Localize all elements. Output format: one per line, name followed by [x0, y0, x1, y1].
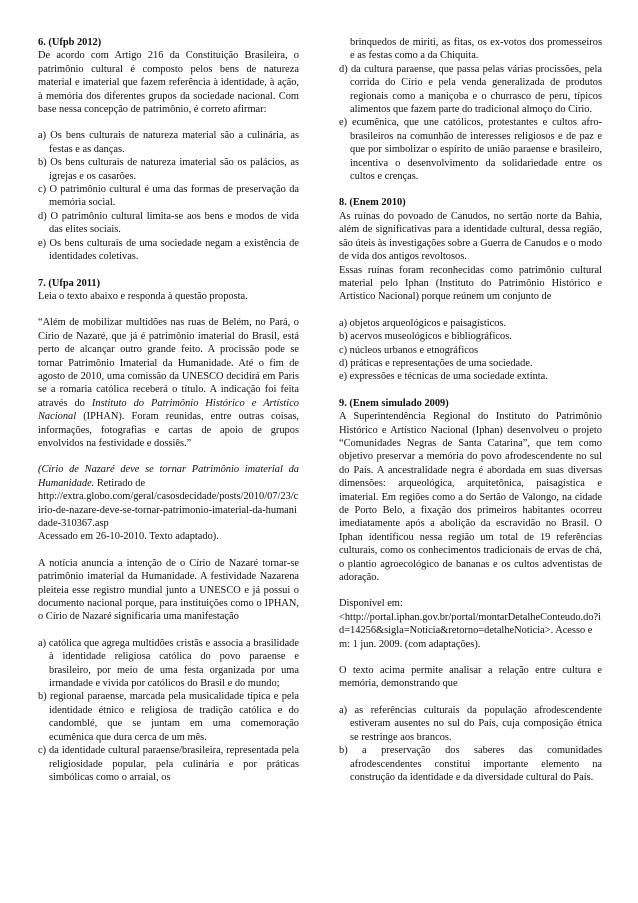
right-column: [339, 36, 602, 784]
spacer: [38, 624, 299, 637]
question-9-available-url: <http://portal.iphan.gov.br/portal/montarDetalheConteudo.do?id=14256&sigla=Noticia&retorno=detalheNoticia>. Acesso em: 1 jun. 2009. (com adaptações).: [339, 611, 602, 650]
question-9-intro: A Superintendência Regional do Instituto do Patrimônio Histórico e Artístico Nacional (Iphan) desenvolveu o projeto “Comunidades Negras de Santa Catarina”, que tem como objetivo preservar a memória do povo afrodescendente no sul do País. A ancestralidade negra é abordada em suas diversas dimensões: arqueológica, arquitetônica, paisagística e imaterial. Em regiões como a do Sertão de Valongo, na cidade de Porto Belo, a fixação dos primeiros habitantes ocorreu imediatamente após a abolição da escravidão no Brasil. O Iphan identificou nessa região um total de 19 referências culturais, como os conhecimentos tradicionais de ervas de chá, o plantio agroecológico de bananas e os cultos adventistas de adoração.: [339, 411, 602, 584]
question-8-option-d: d) práticas e representações de uma sociedade.: [339, 357, 533, 369]
question-6-option-c: c) O patrimônio cultural é uma das formas de preservação da memória social.: [38, 184, 299, 209]
question-7-option-b: b) regional paraense, marcada pela musicalidade típica e pela identidade étnico e religiosa de tradição católica e do candomblé, que se juntam em uma comemoração ecumênica que dura cerca de um mês.: [38, 691, 299, 743]
question-6-title: 6. (Ufpb 2012): [38, 37, 102, 48]
question-8-intro-2: Essas ruínas foram reconhecidas como patrimônio cultural material pelo Iphan (Instituto do Patrimônio Histórico e Artístico Nacional) porque reúnem um conjunto de: [339, 264, 602, 303]
question-8-option-b: b) acervos museológicos e bibliográficos.: [339, 331, 512, 343]
spacer: [339, 691, 602, 704]
question-7-source: [38, 463, 299, 490]
question-7-title: 7. (Ufpa 2011): [38, 277, 101, 289]
spacer: [38, 544, 299, 557]
question-7-option-c: c) da identidade cultural paraense/brasileira, representada pela religiosidade popular, pela culinária e por práticas simbólicas como o arraial, os: [38, 745, 299, 783]
question-8-option-c: c) núcleos urbanos e etnográficos: [339, 344, 479, 356]
question-7-quote: [38, 316, 299, 450]
source-title: (Círio de Nazaré deve se tornar Patrimônio imaterial da Humanidade.: [38, 464, 299, 489]
quote-text-2: (IPHAN). Foram reunidas, entre outras coisas, informações, fotografias e cartas de apoio de grupos envolvidos na festividade e dossiês.”: [38, 411, 299, 449]
quote-institute-name: Instituto do Patrimônio Histórico e Artístico Nacional: [38, 397, 299, 423]
question-7-option-d: d) da cultura paraense, que passa pelas várias procissões, pela corrida do Círio e pela venda generalizada de produtos regionais como a maniçoba e o churrasco de peru, típicos alimentos que fazem parte do tradicional almoço do Círio.: [339, 63, 602, 116]
spacer: [339, 584, 602, 597]
question-9-prompt: O texto acima permite analisar a relação entre cultura e memória, demonstrando que: [339, 665, 602, 690]
question-9-option-a: a) as referências culturais da população afrodescendente estiveram ausentes no sul do País, cuja composição étnica se restringe aos brancos.: [339, 704, 602, 743]
spacer: [38, 450, 299, 463]
source-url: http://extra.globo.com/geral/casosdecidade/posts/2010/07/23/cirio-de-nazare-deve-se-tornar-patrimonio-imaterial-da-humanidade-310367.asp: [38, 491, 299, 529]
quote-text-1: “Além de mobilizar multidões nas ruas de Belém, no Pará, o Círio de Nazaré, que já é patrimônio imaterial do Brasil, está perto de alcançar outro grande feito. A procissão pode se tornar Patrimônio Imaterial da Humanidade. Até o fim de agosto de 2010, uma comissão da UNESCO decidirá em Paris se a romaria católica receberá o título. A indicação foi feita através do: [38, 317, 299, 409]
question-8-intro-1: As ruínas do povoado de Canudos, no sertão norte da Bahia, além de significativas para a identidade cultural, dessa região, são úteis às investigações sobre a Guerra de Canudos e o modo de vida dos antigos revoltosos.: [339, 210, 602, 263]
question-9-available-label: Disponível em:: [339, 598, 403, 610]
question-6-intro: De acordo com Artigo 216 da Constituição Brasileira, o patrimônio cultural é composto pelos bens de natureza material e imaterial que fazem referência à identidade, à ação, à memória dos diferentes grupos da sociedade nacional. Com base nessa concepção de patrimônio, é correto afirmar:: [38, 50, 299, 116]
spacer: [38, 116, 299, 129]
question-9-title: 9. (Enem simulado 2009): [339, 397, 449, 409]
question-8-title: 8. (Enem 2010): [339, 197, 406, 209]
source-from: Retirado de: [94, 477, 146, 489]
spacer: [38, 303, 299, 316]
spacer: [339, 384, 602, 397]
question-6-option-d: d) O patrimônio cultural limita-se aos bens e modos de vida das elites sociais.: [38, 210, 299, 236]
question-7-option-a: a) católica que agrega multidões cristãs e associa a brasilidade à identidade religiosa católica do povo paraense e brasileiro, por meio de uma festa organizada por uma irmandade e vivida por católicos do Brasil e do mundo;: [38, 637, 299, 690]
source-access-date: Acessado em 26-10-2010. Texto adaptado).: [38, 531, 219, 543]
question-7-option-e: e) ecumênica, que une católicos, protestantes e cultos afro-brasileiros na comunhão de interesses religiosos e de paz e que por simbolizar o espírito de união paraense e brasileiro, incentiva o desenvolvimento da solidariedade entre os cultos e crenças.: [339, 117, 602, 183]
spacer: [339, 651, 602, 664]
spacer: [339, 304, 602, 317]
question-6-option-b: b) Os bens culturais de natureza imaterial são os palácios, as igrejas e os casarões.: [38, 157, 299, 182]
question-8-option-a: a) objetos arqueológicos e paisagísticos.: [339, 317, 507, 329]
question-8-option-e: e) expressões e técnicas de uma sociedade extinta.: [339, 371, 548, 383]
spacer: [339, 183, 602, 196]
question-7-prompt: A notícia anuncia a intenção de o Círio de Nazaré tornar-se patrimônio imaterial da Humanidade. A festividade Nazarena pleiteia esse registro mundial junto a UNESCO e já possui o documento nacional porque, para instituições como o IPHAN, o Círio de Nazaré significaria uma manifestação: [38, 557, 299, 623]
spacer: [38, 264, 299, 277]
question-9-option-b: b) a preservação dos saberes das comunidades afrodescendentes constitui importante elemento na construção da identidade e da diversidade cultural do País.: [339, 745, 602, 783]
question-6-option-a: a) Os bens culturais de natureza material são a culinária, as festas e as danças.: [38, 130, 299, 155]
question-7-intro: Leia o texto abaixo e responda à questão proposta.: [38, 290, 248, 302]
question-7-option-c-continued: brinquedos de miriti, as fitas, os ex-votos dos promesseiros e as festas como a da Chiquita.: [350, 37, 602, 62]
question-6-option-e: e) Os bens culturais de uma sociedade negam a existência de identidades coletivas.: [38, 237, 299, 263]
left-column: [38, 36, 299, 784]
